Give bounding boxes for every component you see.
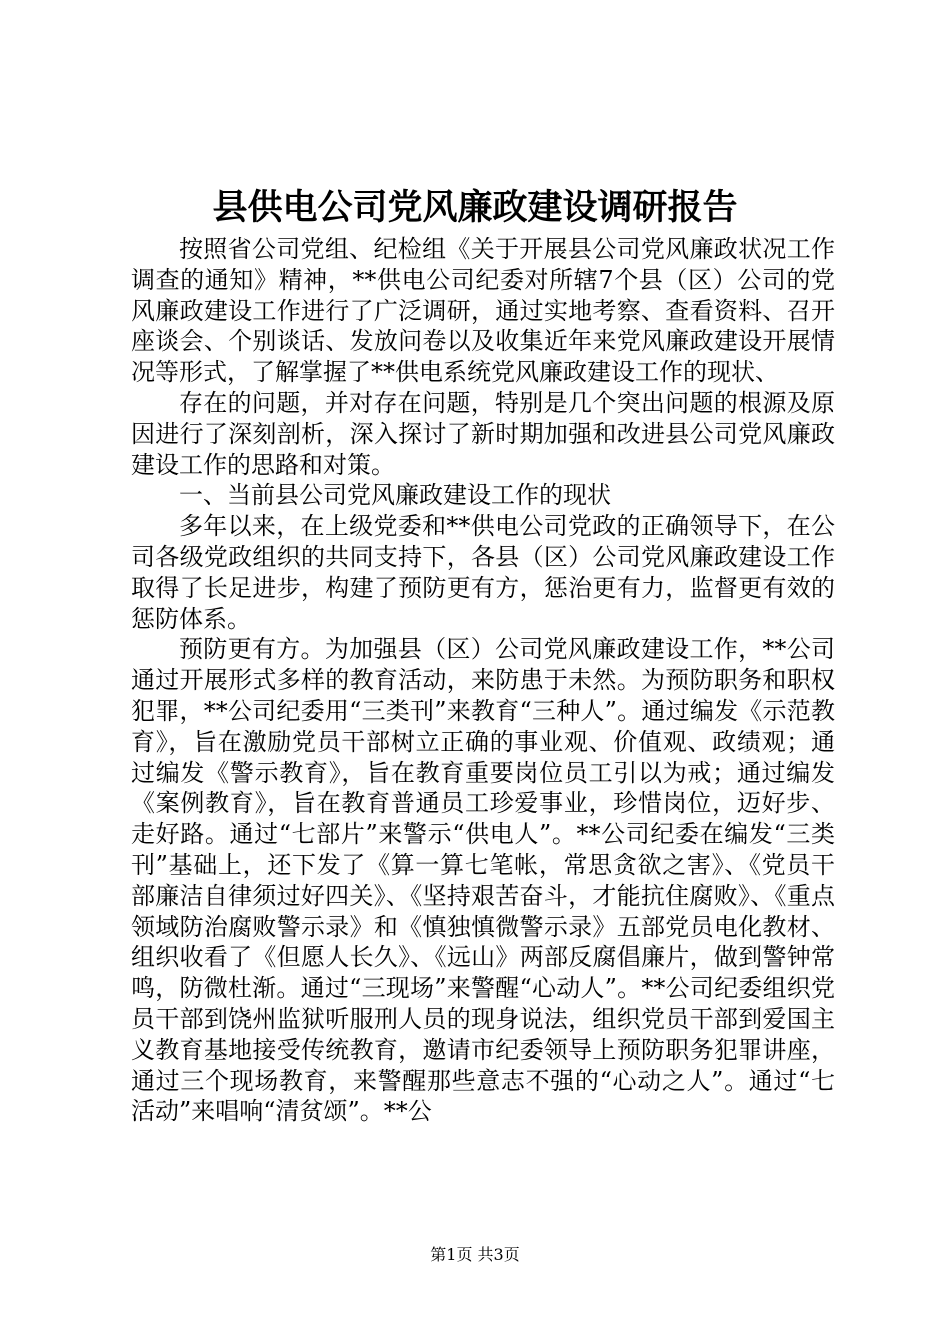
section-heading-current-status: 一、当前县公司党风廉政建设工作的现状 — [179, 481, 611, 510]
page-footer: 第1页 共3页 — [430, 1245, 520, 1264]
paragraph-overview: 多年以来，在上级党委和**供电公司党政的正确领导下，在公司各级党政组织的共同支持下，各县（区）公司党风廉政建设工作取得了长足进步，构建了预防更有方，惩治更有力，监督更有效的惩防体系。 — [131, 512, 835, 633]
paragraph-prevention: 预防更有方。为加强县（区）公司党风廉政建设工作，**公司通过开展形式多样的教育活动，来防患于未然。为预防职务和职权犯罪，**公司纪委用“三类刊”来教育“三种人”。通过编发《示范教育》，旨在激励党员干部树立正确的事业观、价值观、政绩观；通过编发《警示教育》，旨在教育重要岗位员工引以为戒；通过编发《案例教育》，旨在教育普通员工珍爱事业，珍惜岗位，迈好步、走好路。通过“七部片”来警示“供电人”。**公司纪委在编发“三类刊”基础上，还下发了《算一算七笔帐，常思贪欲之害》、《党员干部廉洁自律须过好四关》、《坚持艰苦奋斗，才能抗住腐败》、《重点领域防治腐败警示录》和《慎独慎微警示录》五部党员电化教材、组织收看了《但愿人长久》、《远山》两部反腐倡廉片，做到警钟常鸣，防微杜渐。通过“三现场”来警醒“心动人”。**公司纪委组织党员干部到饶州监狱听服刑人员的现身说法，组织党员干部到爱国主义教育基地接受传统教育，邀请市纪委领导上预防职务犯罪讲座，通过三个现场教育，来警醒那些意志不强的“心动之人”。通过“七活动”来唱响“清贫颂”。**公 — [131, 635, 835, 1126]
document-body — [131, 234, 835, 1127]
paragraph-problems: 存在的问题，并对存在问题，特别是几个突出问题的根源及原因进行了深刻剖析，深入探讨了新时期加强和改进县公司党风廉政建设工作的思路和对策。 — [131, 388, 835, 479]
document-title: 县供电公司党风廉政建设调研报告 — [212, 187, 738, 228]
paragraph-intro: 按照省公司党组、纪检组《关于开展县公司党风廉政状况工作调查的通知》精神，**供电公司纪委对所辖7个县（区）公司的党风廉政建设工作进行了广泛调研，通过实地考察、查看资料、召开座谈会、个别谈话、发放问卷以及收集近年来党风廉政建设开展情况等形式，了解掌握了**供电系统党风廉政建设工作的现状、 — [131, 235, 835, 387]
